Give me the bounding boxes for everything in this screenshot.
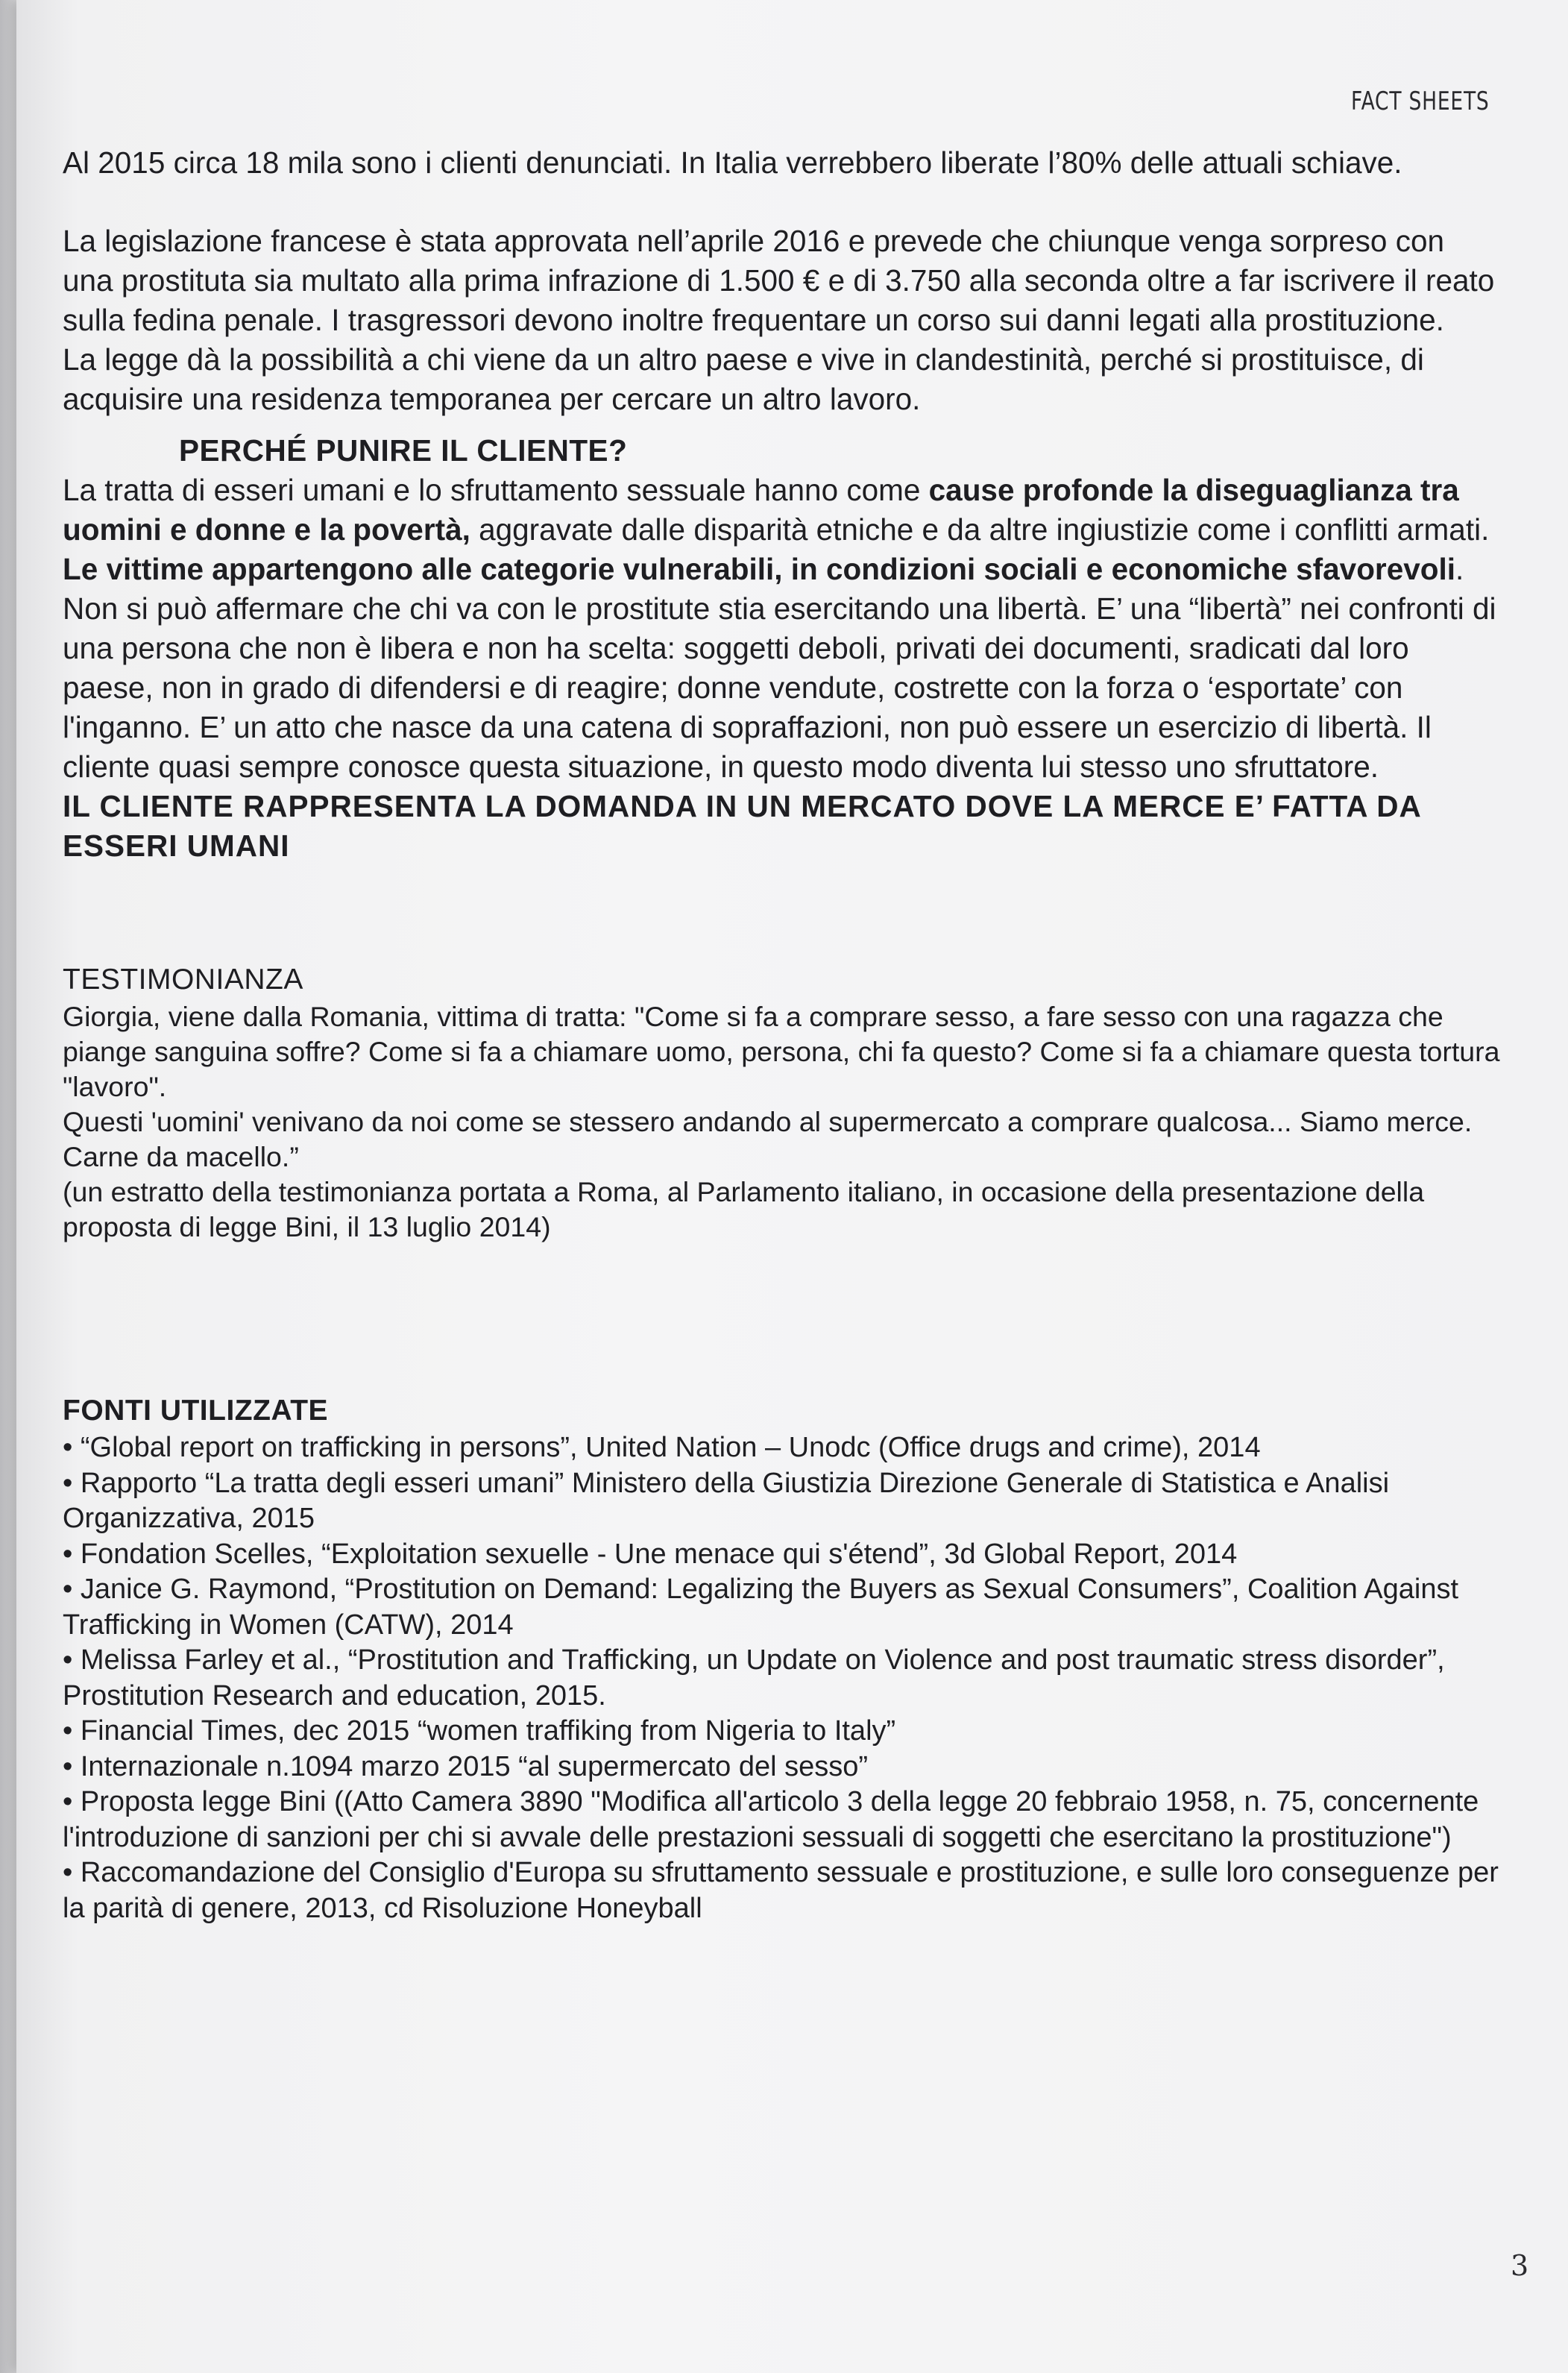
client-demand-statement: IL CLIENTE RAPPRESENTA LA DOMANDA IN UN MERCATO DOVE LA MERCE E’ FATTA DA ESSERI UMANI — [63, 789, 1421, 863]
source-item: • Janice G. Raymond, “Prostitution on Demand: Legalizing the Buyers as Sexual Consumers”, Coalition Against Trafficking in Women (CATW), 2014 — [63, 1574, 1459, 1641]
sources-list — [63, 1430, 1502, 1926]
section-title-testimony: TESTIMONIANZA — [63, 964, 303, 996]
page-content — [63, 143, 1502, 1926]
why-bold-2: Le vittime appartengono alle categorie vulnerabili, in condizioni sociali e economiche sfavorevoli — [63, 552, 1455, 586]
testimony-quote-1: Giorgia, viene dalla Romania, vittima di tratta: "Come si fa a comprare sesso, a fare sesso con una ragazza che piange sanguina soffre? Come si fa a chiamare uomo, persona, chi fa questo? Come si fa a chiamare questa tortura "lavoro". — [63, 1001, 1500, 1102]
intro-paragraph-3: La legge dà la possibilità a chi viene da un altro paese e vive in clandestinità, perché si prostituisce, di acquisire una residenza temporanea per cercare un altro lavoro. — [63, 342, 1424, 416]
intro-paragraph-2: La legislazione francese è stata approvata nell’aprile 2016 e prevede che chiunque venga sorpreso con una prostituta sia multato alla prima infrazione di 1.500 € e di 3.750 alla seconda oltre a far iscrivere il reato sulla fedina penale. I trasgressori devono inoltre frequentare un corso sui danni legati alla prostituzione. — [63, 224, 1495, 337]
source-item: • Fondation Scelles, “Exploitation sexuelle - Une menace qui s'étend”, 3d Global Report, 2014 — [63, 1538, 1238, 1570]
page-number: 3 — [1511, 2249, 1529, 2282]
why-paragraph — [63, 471, 1502, 787]
why-text-3: . Non si può affermare che chi va con le prostitute stia esercitando una libertà. E’ una “libertà” nei confronti di una persona che non è libera e non ha scelta: soggetti deboli, privati dei documenti, sradicati dal loro paese, non in grado di difendersi e di reagire; donne vendute, costrette con la forza o ‘esportate’ con l'inganno. E’ un atto che nasce da una catena di sopraffazioni, non può essere un esercizio di libertà. Il cliente quasi sempre conosce questa situazione, in questo modo diventa lui stesso uno sfruttatore. — [63, 552, 1496, 784]
source-item: • Rapporto “La tratta degli esseri umani” Ministero della Giustizia Direzione Generale di Statistica e Analisi Organizzativa, 2015 — [63, 1467, 1390, 1534]
source-item: • Melissa Farley et al., “Prostitution and Trafficking, un Update on Violence and post traumatic stress disorder”, Prostitution Research and education, 2015. — [63, 1644, 1445, 1712]
page-spine — [0, 0, 16, 2373]
source-item: • Proposta legge Bini ((Atto Camera 3890 "Modifica all'articolo 3 della legge 20 febbraio 1958, n. 75, concernente l'introduzione di sanzioni per chi si avvale delle prestazioni sessuali di soggetti che esercitano la prostituzione") — [63, 1786, 1479, 1853]
source-item: • Financial Times, dec 2015 “women traffiking from Nigeria to Italy” — [63, 1715, 896, 1747]
why-text-1: La tratta di esseri umani e lo sfruttamento sessuale hanno come — [63, 473, 929, 507]
document-page — [16, 0, 1568, 2373]
source-item: • Internazionale n.1094 marzo 2015 “al supermercato del sesso” — [63, 1750, 869, 1782]
section-title-sources: FONTI UTILIZZATE — [63, 1395, 329, 1427]
section-title-why: PERCHÉ PUNIRE IL CLIENTE? — [179, 433, 628, 468]
running-header: FACT SHEETS — [1351, 87, 1490, 116]
testimony-quote-2: Questi 'uomini' venivano da noi come se stessero andando al supermercato a comprare qualcosa... Siamo merce. Carne da macello.” — [63, 1106, 1473, 1172]
source-item: • “Global report on trafficking in persons”, United Nation – Unodc (Office drugs and crime), 2014 — [63, 1432, 1261, 1463]
testimony-note: (un estratto della testimonianza portata a Roma, al Parlamento italiano, in occasione della presentazione della proposta di legge Bini, il 13 luglio 2014) — [63, 1176, 1425, 1242]
source-item: • Raccomandazione del Consiglio d'Europa su sfruttamento sessuale e prostituzione, e sulle loro conseguenze per la parità di genere, 2013, cd Risoluzione Honeyball — [63, 1857, 1499, 1924]
why-bold-1: cause profonde la diseguaglianza tra uomini e donne e la povertà, — [63, 473, 1459, 547]
why-text-2: aggravate dalle disparità etniche e da altre ingiustizie come i conflitti armati. — [470, 512, 1490, 547]
intro-paragraph-1: Al 2015 circa 18 mila sono i clienti denunciati. In Italia verrebbero liberate l’80% delle attuali schiave. — [63, 145, 1402, 180]
